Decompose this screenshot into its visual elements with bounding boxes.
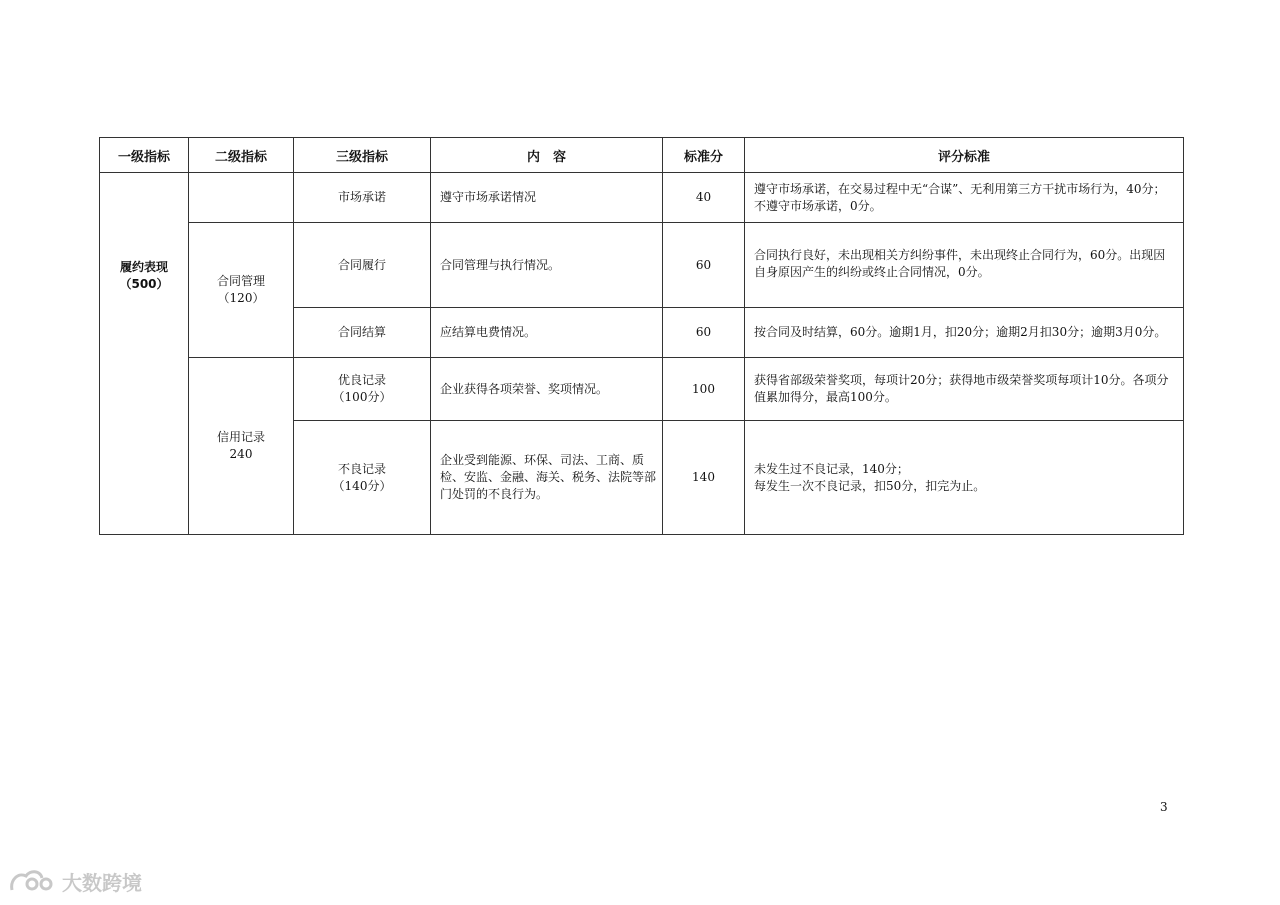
level2-cell bbox=[189, 173, 294, 223]
criteria-cell: 未发生过不良记录，140分； 每发生一次不良记录，扣50分，扣完为止。 bbox=[745, 421, 1184, 535]
level2-cell bbox=[189, 223, 294, 358]
content-cell: 合同管理与执行情况。 bbox=[431, 223, 663, 308]
level1-score: （500） bbox=[119, 277, 169, 291]
criteria-cell: 遵守市场承诺，在交易过程中无“合谋”、无利用第三方干扰市场行为，40分；不遵守市场承诺，0分。 bbox=[745, 173, 1184, 223]
header-level1: 一级指标 bbox=[100, 138, 189, 173]
header-criteria: 评分标准 bbox=[745, 138, 1184, 173]
evaluation-table bbox=[99, 137, 1184, 535]
page-number: 3 bbox=[1160, 800, 1168, 814]
level3-cell: 合同履行 bbox=[294, 223, 431, 308]
watermark bbox=[8, 866, 142, 896]
standard-score-cell: 60 bbox=[663, 223, 745, 308]
criteria-cell: 按合同及时结算，60分。逾期1月，扣20分；逾期2月扣30分；逾期3月0分。 bbox=[745, 308, 1184, 358]
criteria-cell: 获得省部级荣誉奖项，每项计20分；获得地市级荣誉奖项每项计10分。各项分值累加得分，最高100分。 bbox=[745, 358, 1184, 421]
content-cell: 遵守市场承诺情况 bbox=[431, 173, 663, 223]
level2-name: 合同管理 bbox=[216, 274, 265, 288]
logo-icon bbox=[8, 866, 56, 896]
standard-score-cell: 60 bbox=[663, 308, 745, 358]
level1-cell bbox=[100, 173, 189, 535]
level2-score: 240 bbox=[229, 447, 253, 461]
header-level3: 三级指标 bbox=[294, 138, 431, 173]
header-standard-score: 标准分 bbox=[663, 138, 745, 173]
criteria-cell: 合同执行良好，未出现相关方纠纷事件，未出现终止合同行为，60分。出现因自身原因产生的纠纷或终止合同情况，0分。 bbox=[745, 223, 1184, 308]
level3-cell: 不良记录 （140分） bbox=[294, 421, 431, 535]
header-content: 内 容 bbox=[431, 138, 663, 173]
level3-cell: 市场承诺 bbox=[294, 173, 431, 223]
table-row bbox=[100, 173, 1184, 223]
level3-cell: 合同结算 bbox=[294, 308, 431, 358]
table-header-row bbox=[100, 138, 1184, 173]
table-row bbox=[100, 223, 1184, 308]
content-cell: 企业受到能源、环保、司法、工商、质检、安监、金融、海关、税务、法院等部门处罚的不良行为。 bbox=[431, 421, 663, 535]
level2-name: 信用记录 bbox=[216, 430, 265, 444]
level2-cell bbox=[189, 358, 294, 535]
content-cell: 应结算电费情况。 bbox=[431, 308, 663, 358]
level2-score: （120） bbox=[217, 291, 265, 305]
content-cell: 企业获得各项荣誉、奖项情况。 bbox=[431, 358, 663, 421]
level1-name: 履约表现 bbox=[119, 260, 168, 274]
table-row bbox=[100, 358, 1184, 421]
watermark-text: 大数跨境 bbox=[62, 870, 142, 895]
standard-score-cell: 40 bbox=[663, 173, 745, 223]
standard-score-cell: 100 bbox=[663, 358, 745, 421]
standard-score-cell: 140 bbox=[663, 421, 745, 535]
level3-cell: 优良记录 （100分） bbox=[294, 358, 431, 421]
header-level2: 二级指标 bbox=[189, 138, 294, 173]
